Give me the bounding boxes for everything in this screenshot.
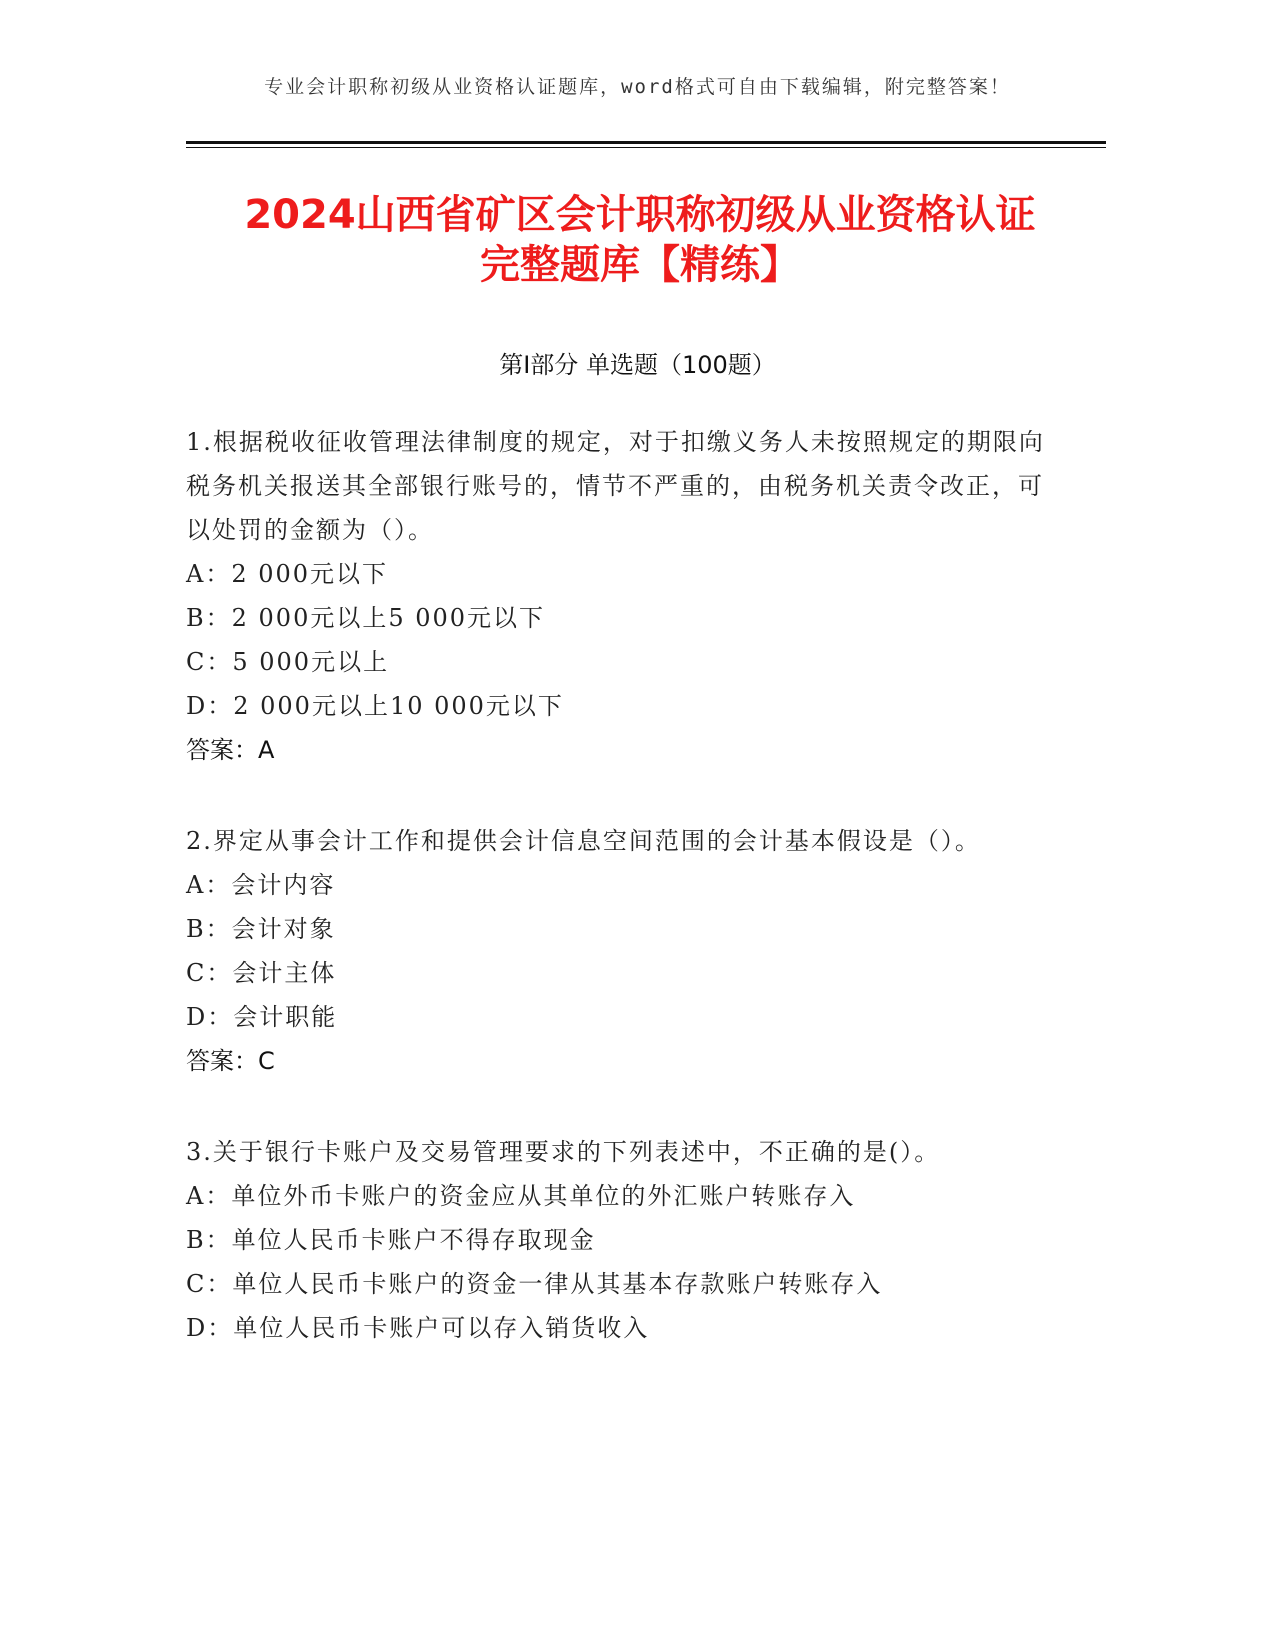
option-d: D：单位人民币卡账户可以存入销货收入: [186, 1314, 650, 1342]
document-title: [140, 190, 1140, 290]
option-d: D：2 000元以上10 000元以下: [186, 692, 564, 720]
option-c: C：会计主体: [186, 959, 337, 987]
option-a: A：会计内容: [186, 871, 336, 899]
option-b: B：2 000元以上5 000元以下: [186, 604, 546, 632]
answer: 答案：C: [186, 1047, 275, 1075]
option-c: C：单位人民币卡账户的资金一律从其基本存款账户转账存入: [186, 1270, 883, 1298]
option-d: D：会计职能: [186, 1003, 338, 1031]
header-rule-thick: [186, 141, 1106, 144]
question-text: 3.关于银行卡账户及交易管理要求的下列表述中，不正确的是(）。: [186, 1138, 941, 1166]
option-a: A：单位外币卡账户的资金应从其单位的外汇账户转账存入: [186, 1182, 856, 1210]
title-line-2: 完整题库【精练】: [480, 242, 800, 288]
question-list: [186, 420, 1046, 1397]
section-title: 第Ⅰ部分 单选题（100题）: [499, 351, 776, 379]
answer: 答案：A: [186, 736, 275, 764]
header-note: 专业会计职称初级从业资格认证题库，word格式可自由下载编辑，附完整答案！: [264, 76, 1011, 98]
header-rule-thin: [186, 147, 1106, 148]
option-c: C：5 000元以上: [186, 648, 390, 676]
question-text: 1.根据税收征收管理法律制度的规定，对于扣缴义务人未按照规定的期限向税务机关报送其全部银行账号的，情节不严重的，由税务机关责令改正，可以处罚的金额为（）。: [186, 428, 1045, 544]
option-b: B：单位人民币卡账户不得存取现金: [186, 1226, 596, 1254]
question-text: 2.界定从事会计工作和提供会计信息空间范围的会计基本假设是（）。: [186, 827, 981, 855]
title-line-1: 2024山西省矿区会计职称初级从业资格认证: [244, 192, 1036, 238]
option-a: A：2 000元以下: [186, 560, 389, 588]
question-1: [186, 420, 1046, 772]
option-b: B：会计对象: [186, 915, 336, 943]
question-3: [186, 1130, 1046, 1350]
question-2: [186, 819, 1046, 1083]
